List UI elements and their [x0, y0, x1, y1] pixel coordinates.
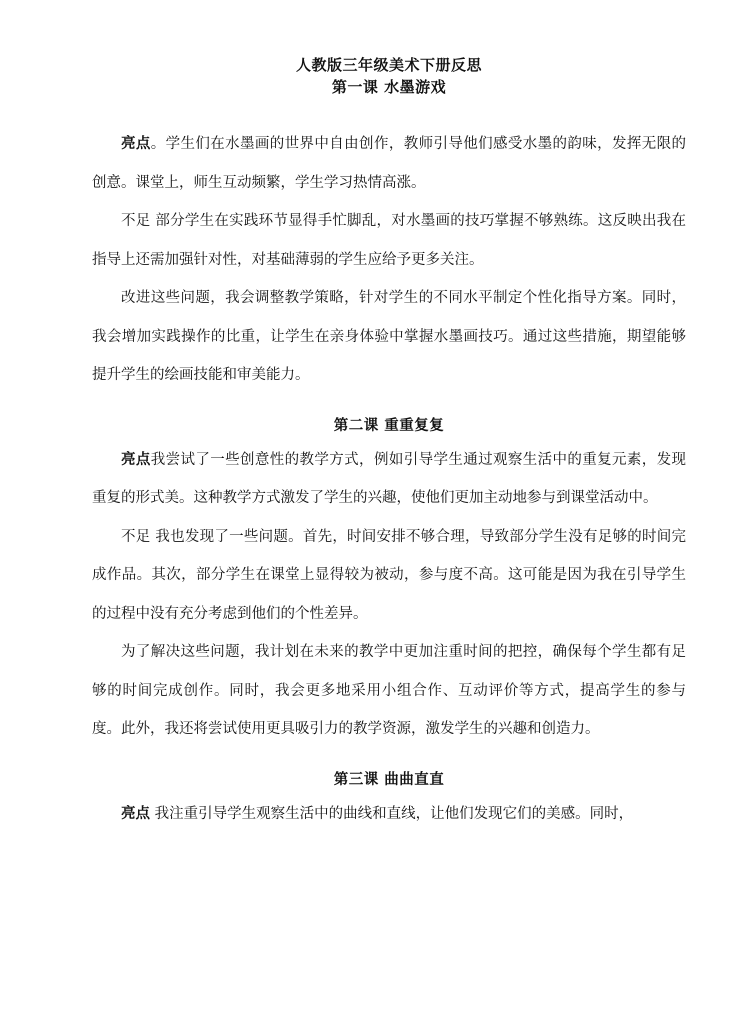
- lesson-2-paragraph-1: [92, 441, 686, 518]
- highlight-label: 亮点: [121, 135, 151, 152]
- lesson-3-heading: 第三课 曲曲直直: [333, 770, 445, 788]
- paragraph-text: 。学生们在水墨画的世界中自由创作，教师引导他们感受水墨的韵味，发挥无限的创意。课堂上，师生互动频繁，学生学习热情高涨。: [92, 136, 687, 191]
- lesson-1-paragraph-1: [92, 125, 686, 202]
- paragraph-text: 我注重引导学生观察生活中的曲线和直线，让他们发现它们的美感。同时，: [150, 805, 634, 822]
- paragraph-text: 不足 部分学生在实践环节显得手忙脚乱，对水墨画的技巧掌握不够熟练。这反映出我在指导上还需加强针对性，对基础薄弱的学生应给予更多关注。: [92, 213, 686, 268]
- document-title: 人教版三年级美术下册反思: [295, 56, 482, 74]
- highlight-label: 亮点: [121, 804, 150, 822]
- lesson-2-paragraph-3: [92, 633, 686, 749]
- lesson-1-paragraph-2: [92, 202, 686, 279]
- lesson-2-paragraph-2: [92, 518, 686, 634]
- paragraph-text: 改进这些问题，我会调整教学策略，针对学生的不同水平制定个性化指导方案。同时，我会增加实践操作的比重，让学生在亲身体验中掌握水墨画技巧。通过这些措施，期望能够提升学生的绘画技能和审美能力。: [92, 290, 686, 383]
- spacer: [92, 395, 686, 415]
- lesson-2-heading: 第二课 重重复复: [333, 416, 445, 434]
- lesson-1-heading: 第一课 水墨游戏: [331, 78, 447, 96]
- lesson-3-paragraph-1: [92, 795, 686, 834]
- document-body: [92, 54, 686, 833]
- spacer: [92, 749, 686, 769]
- highlight-label: 亮点: [121, 450, 151, 468]
- paragraph-text: 不足 我也发现了一些问题。首先，时间安排不够合理，导致部分学生没有足够的时间完成作品。其次，部分学生在课堂上显得较为被动，参与度不高。这可能是因为我在引导学生的过程中没有充分考虑到他们的个性差异。: [92, 528, 686, 622]
- spacer: [92, 98, 686, 125]
- lesson-1-paragraph-3: [92, 279, 686, 395]
- paragraph-text: 我尝试了一些创意性的教学方式，例如引导学生通过观察生活中的重复元素，发现重复的形式美。这种教学方式激发了学生的兴趣，使他们更加主动地参与到课堂活动中。: [92, 451, 687, 506]
- paragraph-text: 为了解决这些问题，我计划在未来的教学中更加注重时间的把控，确保每个学生都有足够的时间完成创作。同时，我会更多地采用小组合作、互动评价等方式，提高学生的参与度。此外，我还将尝试使用更具吸引力的教学资源，激发学生的兴趣和创造力。: [92, 644, 686, 737]
